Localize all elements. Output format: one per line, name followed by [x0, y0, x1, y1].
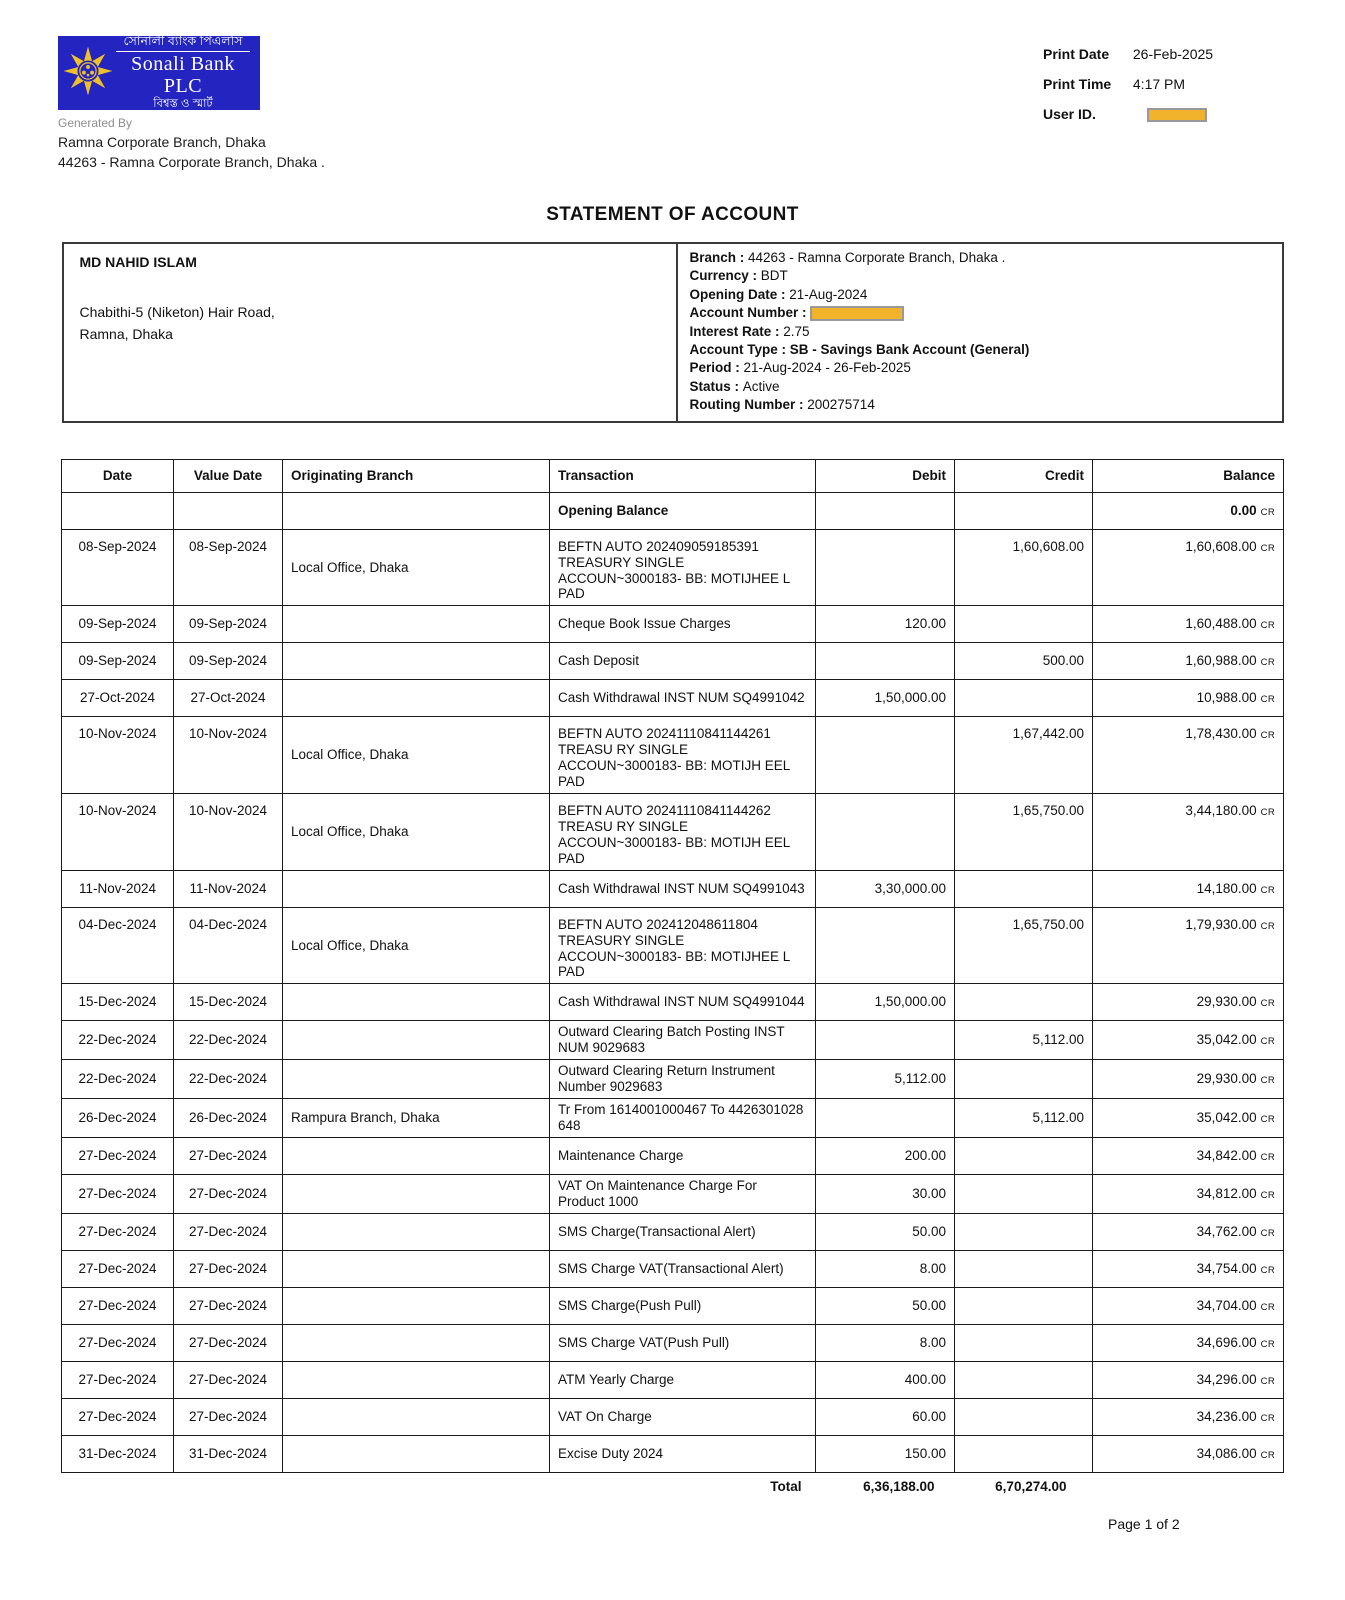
totals-row — [62, 1475, 1284, 1494]
transaction-row — [62, 907, 1284, 984]
account-detail-label: Period : — [689, 360, 744, 376]
account-detail-label: Branch : — [689, 250, 749, 265]
balance-cr-suffix: CR — [1260, 657, 1275, 669]
cell-balance: 1,60,988.00 CR — [1093, 643, 1284, 680]
cell-value-date: 27-Dec-2024 — [174, 1137, 283, 1174]
cell-value-date: 27-Dec-2024 — [174, 1361, 283, 1398]
column-header-debit: Debit — [816, 459, 955, 492]
column-header-credit: Credit — [955, 459, 1093, 492]
cell-date: 10-Nov-2024 — [62, 717, 174, 794]
cell-transaction: Outward Clearing Batch Posting INST NUM 9029683 — [550, 1021, 816, 1060]
logo-bengali-top: সোনালী ব্যাংক পিএলসি — [116, 35, 250, 52]
cell-originating-branch — [283, 1021, 550, 1060]
account-detail-line — [690, 267, 1270, 285]
logo-text-block — [114, 35, 252, 110]
generated-by-label: Generated By — [58, 116, 133, 130]
cell-date: 04-Dec-2024 — [62, 907, 174, 984]
cell-originating-branch — [283, 1398, 550, 1435]
cell-debit: 50.00 — [816, 1287, 955, 1324]
cell-originating-branch — [283, 1361, 550, 1398]
cell-credit — [955, 1060, 1093, 1099]
cell-credit — [955, 1250, 1093, 1287]
cell-originating-branch — [283, 643, 550, 680]
cell-debit: 150.00 — [816, 1435, 955, 1472]
cell-debit: 8.00 — [816, 1324, 955, 1361]
cell-originating-branch: Local Office, Dhaka — [283, 907, 550, 984]
opening-balance-row — [62, 492, 1284, 529]
cell-debit: 60.00 — [816, 1398, 955, 1435]
balance-cr-suffix: CR — [1260, 1301, 1275, 1313]
cell-balance: 29,930.00 CR — [1093, 1060, 1284, 1099]
account-detail-value: Active — [742, 378, 780, 394]
balance-cr-suffix: CR — [1260, 884, 1275, 896]
balance-cr-suffix: CR — [1260, 1151, 1275, 1163]
account-detail-value: 44263 - Ramna Corporate Branch, Dhaka . — [748, 250, 1006, 265]
cell-credit — [955, 492, 1093, 529]
cell-balance: 34,812.00 CR — [1093, 1174, 1284, 1213]
account-detail-line — [690, 323, 1270, 341]
total-label: Total — [770, 1478, 802, 1494]
cell-balance: 34,842.00 CR — [1093, 1137, 1284, 1174]
cell-credit — [955, 1137, 1093, 1174]
account-number-redaction — [810, 306, 904, 321]
balance-cr-suffix: CR — [1260, 620, 1275, 632]
cell-balance: 34,696.00 CR — [1093, 1324, 1284, 1361]
account-detail-line — [690, 286, 1270, 304]
account-detail-label: Routing Number : — [689, 397, 808, 413]
account-detail-line — [690, 378, 1270, 396]
print-time-label: Print Time — [1043, 76, 1112, 92]
balance-cr-suffix: CR — [1260, 730, 1275, 742]
cell-value-date: 27-Dec-2024 — [174, 1398, 283, 1435]
user-id-label: User ID. — [1043, 106, 1096, 122]
print-time-value: 4:17 PM — [1132, 76, 1186, 92]
cell-value-date: 27-Dec-2024 — [174, 1287, 283, 1324]
cell-balance: 34,086.00 CR — [1093, 1435, 1284, 1472]
cell-value-date: 04-Dec-2024 — [174, 907, 283, 984]
cell-balance: 14,180.00 CR — [1093, 870, 1284, 907]
cell-debit — [816, 794, 955, 871]
cell-debit — [816, 717, 955, 794]
transactions-table-body — [62, 492, 1284, 1472]
transaction-row — [62, 1021, 1284, 1060]
cell-date: 09-Sep-2024 — [62, 643, 174, 680]
balance-cr-suffix: CR — [1260, 1227, 1275, 1239]
page-title: STATEMENT OF ACCOUNT — [546, 204, 799, 225]
cell-date: 26-Dec-2024 — [62, 1099, 174, 1138]
cell-credit: 1,65,750.00 — [955, 907, 1093, 984]
account-detail-value: 200275714 — [807, 397, 875, 413]
cell-originating-branch: Rampura Branch, Dhaka — [283, 1099, 550, 1138]
cell-transaction: SMS Charge(Push Pull) — [550, 1287, 816, 1324]
cell-credit: 5,112.00 — [955, 1021, 1093, 1060]
cell-transaction: ATM Yearly Charge — [550, 1361, 816, 1398]
page-number: Page 1 of 2 — [1108, 1516, 1180, 1532]
cell-transaction: Tr From 1614001000467 To 4426301028 648 — [550, 1099, 816, 1138]
cell-transaction: SMS Charge VAT(Transactional Alert) — [550, 1250, 816, 1287]
transaction-row — [62, 1099, 1284, 1138]
account-detail-value: 21-Aug-2024 - 26-Feb-2025 — [743, 360, 911, 376]
cell-date: 27-Dec-2024 — [62, 1174, 174, 1213]
account-detail-line — [690, 304, 1270, 322]
print-date-label: Print Date — [1043, 46, 1110, 62]
transaction-row — [62, 1060, 1284, 1099]
cell-balance: 34,762.00 CR — [1093, 1213, 1284, 1250]
cell-date: 27-Dec-2024 — [62, 1361, 174, 1398]
cell-transaction: BEFTN AUTO 20241110841144262 TREASU RY SINGLE ACCOUN~3000183- BB: MOTIJH EEL PAD — [550, 794, 816, 871]
account-detail-label: Account Type : — [689, 342, 790, 358]
cell-originating-branch — [283, 1137, 550, 1174]
sonali-bank-emblem-icon — [62, 45, 114, 102]
cell-balance: 29,930.00 CR — [1093, 984, 1284, 1021]
cell-transaction: BEFTN AUTO 202409059185391 TREASURY SINGLE ACCOUN~3000183- BB: MOTIJHEE L PAD — [550, 529, 816, 606]
cell-date — [62, 492, 174, 529]
cell-date: 22-Dec-2024 — [62, 1021, 174, 1060]
balance-cr-suffix: CR — [1260, 998, 1275, 1010]
logo-bengali-bottom: বিশ্বস্ত ও স্মার্ট — [153, 98, 213, 111]
sonali-bank-logo — [58, 36, 260, 110]
cell-balance: 34,236.00 CR — [1093, 1398, 1284, 1435]
balance-cr-suffix: CR — [1260, 1114, 1275, 1126]
cell-debit: 200.00 — [816, 1137, 955, 1174]
column-header-value-date: Value Date — [174, 459, 283, 492]
cell-debit — [816, 529, 955, 606]
cell-transaction: Cash Withdrawal INST NUM SQ4991042 — [550, 680, 816, 717]
cell-transaction: VAT On Maintenance Charge For Product 1000 — [550, 1174, 816, 1213]
cell-transaction: SMS Charge VAT(Push Pull) — [550, 1324, 816, 1361]
transaction-row — [62, 870, 1284, 907]
cell-credit: 500.00 — [955, 643, 1093, 680]
cell-transaction: SMS Charge(Transactional Alert) — [550, 1213, 816, 1250]
cell-credit — [955, 1361, 1093, 1398]
cell-originating-branch: Local Office, Dhaka — [283, 717, 550, 794]
transaction-row — [62, 606, 1284, 643]
cell-date: 22-Dec-2024 — [62, 1060, 174, 1099]
cell-balance: 1,60,608.00 CR — [1093, 529, 1284, 606]
cell-originating-branch — [283, 1435, 550, 1472]
cell-date: 31-Dec-2024 — [62, 1435, 174, 1472]
cell-credit — [955, 1287, 1093, 1324]
account-detail-line — [690, 341, 1270, 359]
transaction-row — [62, 794, 1284, 871]
cell-originating-branch — [283, 1250, 550, 1287]
balance-cr-suffix: CR — [1260, 1036, 1275, 1048]
cell-debit: 3,30,000.00 — [816, 870, 955, 907]
cell-value-date: 08-Sep-2024 — [174, 529, 283, 606]
cell-value-date: 09-Sep-2024 — [174, 606, 283, 643]
cell-value-date — [174, 492, 283, 529]
account-detail-value: SB - Savings Bank Account (General) — [789, 342, 1030, 358]
cell-debit — [816, 492, 955, 529]
account-holder-section — [64, 244, 676, 421]
account-detail-label: Opening Date : — [689, 286, 790, 302]
cell-debit: 50.00 — [816, 1213, 955, 1250]
generating-branch-code: 44263 - Ramna Corporate Branch, Dhaka . — [58, 154, 325, 170]
transaction-row — [62, 1324, 1284, 1361]
table-header-row — [62, 459, 1284, 492]
cell-transaction: Cheque Book Issue Charges — [550, 606, 816, 643]
cell-credit — [955, 606, 1093, 643]
cell-debit: 1,50,000.00 — [816, 680, 955, 717]
balance-cr-suffix: CR — [1260, 1338, 1275, 1350]
column-header-transaction: Transaction — [550, 459, 816, 492]
cell-transaction: Maintenance Charge — [550, 1137, 816, 1174]
balance-cr-suffix: CR — [1260, 1412, 1275, 1424]
cell-transaction: Excise Duty 2024 — [550, 1435, 816, 1472]
cell-balance: 0.00 CR — [1093, 492, 1284, 529]
account-detail-line — [690, 249, 1270, 267]
cell-credit — [955, 1435, 1093, 1472]
column-header-balance: Balance — [1093, 459, 1284, 492]
cell-date: 27-Dec-2024 — [62, 1398, 174, 1435]
cell-date: 15-Dec-2024 — [62, 984, 174, 1021]
cell-transaction: BEFTN AUTO 20241110841144261 TREASU RY SINGLE ACCOUN~3000183- BB: MOTIJH EEL PAD — [550, 717, 816, 794]
cell-balance: 35,042.00 CR — [1093, 1099, 1284, 1138]
balance-cr-suffix: CR — [1260, 920, 1275, 932]
balance-cr-suffix: CR — [1260, 542, 1275, 554]
cell-value-date: 22-Dec-2024 — [174, 1021, 283, 1060]
total-credit: 6,70,274.00 — [995, 1478, 1067, 1494]
print-info-block — [1043, 46, 1283, 170]
cell-debit — [816, 1021, 955, 1060]
cell-balance: 1,78,430.00 CR — [1093, 717, 1284, 794]
transaction-row — [62, 1250, 1284, 1287]
account-detail-value: 21-Aug-2024 — [789, 286, 868, 302]
cell-value-date: 27-Oct-2024 — [174, 680, 283, 717]
account-detail-label: Account Number : — [689, 305, 811, 321]
cell-originating-branch: Local Office, Dhaka — [283, 529, 550, 606]
transaction-row — [62, 1174, 1284, 1213]
cell-date: 10-Nov-2024 — [62, 794, 174, 871]
cell-originating-branch — [283, 870, 550, 907]
account-info-box — [62, 242, 1284, 423]
page-header — [0, 0, 1345, 170]
balance-cr-suffix: CR — [1260, 1189, 1275, 1201]
account-detail-line — [690, 359, 1270, 377]
cell-date: 27-Oct-2024 — [62, 680, 174, 717]
cell-value-date: 27-Dec-2024 — [174, 1213, 283, 1250]
transaction-row — [62, 717, 1284, 794]
account-details — [676, 244, 1282, 421]
cell-transaction: Cash Deposit — [550, 643, 816, 680]
balance-cr-suffix: CR — [1260, 506, 1275, 518]
cell-debit: 1,50,000.00 — [816, 984, 955, 1021]
cell-originating-branch — [283, 1174, 550, 1213]
cell-transaction: Cash Withdrawal INST NUM SQ4991044 — [550, 984, 816, 1021]
cell-credit — [955, 1398, 1093, 1435]
cell-originating-branch — [283, 492, 550, 529]
cell-originating-branch — [283, 1324, 550, 1361]
cell-credit — [955, 1174, 1093, 1213]
transaction-row — [62, 529, 1284, 606]
cell-balance: 34,704.00 CR — [1093, 1287, 1284, 1324]
cell-balance: 1,60,488.00 CR — [1093, 606, 1284, 643]
transaction-row — [62, 1213, 1284, 1250]
cell-value-date: 10-Nov-2024 — [174, 794, 283, 871]
cell-value-date: 27-Dec-2024 — [174, 1324, 283, 1361]
cell-transaction: Outward Clearing Return Instrument Number 9029683 — [550, 1060, 816, 1099]
total-balance-spacer — [1093, 1479, 1284, 1494]
transaction-row — [62, 643, 1284, 680]
cell-balance: 10,988.00 CR — [1093, 680, 1284, 717]
cell-value-date: 15-Dec-2024 — [174, 984, 283, 1021]
account-detail-label: Status : — [689, 378, 743, 394]
cell-balance: 34,754.00 CR — [1093, 1250, 1284, 1287]
cell-date: 27-Dec-2024 — [62, 1213, 174, 1250]
print-date-value: 26-Feb-2025 — [1132, 46, 1214, 62]
cell-date: 27-Dec-2024 — [62, 1250, 174, 1287]
address-line-2: Ramna, Dhaka — [79, 325, 173, 342]
account-holder-name: MD NAHID ISLAM — [79, 254, 197, 270]
cell-value-date: 26-Dec-2024 — [174, 1099, 283, 1138]
transaction-row — [62, 1435, 1284, 1472]
transaction-row — [62, 680, 1284, 717]
cell-date: 27-Dec-2024 — [62, 1287, 174, 1324]
cell-transaction: Opening Balance — [550, 492, 816, 529]
cell-debit: 8.00 — [816, 1250, 955, 1287]
cell-balance: 35,042.00 CR — [1093, 1021, 1284, 1060]
account-holder-address — [80, 302, 660, 345]
cell-originating-branch — [283, 606, 550, 643]
account-detail-line — [690, 396, 1270, 414]
cell-transaction: VAT On Charge — [550, 1398, 816, 1435]
cell-originating-branch — [283, 1213, 550, 1250]
cell-balance: 34,296.00 CR — [1093, 1361, 1284, 1398]
total-debit: 6,36,188.00 — [863, 1478, 935, 1494]
cell-debit — [816, 1099, 955, 1138]
transaction-row — [62, 1398, 1284, 1435]
cell-credit: 5,112.00 — [955, 1099, 1093, 1138]
cell-debit: 120.00 — [816, 606, 955, 643]
balance-cr-suffix: CR — [1260, 807, 1275, 819]
cell-debit — [816, 907, 955, 984]
cell-balance: 1,79,930.00 CR — [1093, 907, 1284, 984]
account-detail-label: Currency : — [689, 268, 761, 284]
cell-originating-branch: Local Office, Dhaka — [283, 794, 550, 871]
balance-cr-suffix: CR — [1260, 1449, 1275, 1461]
cell-date: 11-Nov-2024 — [62, 870, 174, 907]
cell-originating-branch — [283, 1060, 550, 1099]
cell-transaction: Cash Withdrawal INST NUM SQ4991043 — [550, 870, 816, 907]
cell-credit: 1,67,442.00 — [955, 717, 1093, 794]
column-header-originating-branch: Originating Branch — [283, 459, 550, 492]
account-detail-label: Interest Rate : — [689, 323, 784, 339]
cell-value-date: 11-Nov-2024 — [174, 870, 283, 907]
balance-cr-suffix: CR — [1260, 1375, 1275, 1387]
cell-date: 08-Sep-2024 — [62, 529, 174, 606]
column-header-date: Date — [62, 459, 174, 492]
cell-credit — [955, 680, 1093, 717]
balance-cr-suffix: CR — [1260, 1264, 1275, 1276]
cell-credit: 1,65,750.00 — [955, 794, 1093, 871]
cell-balance: 3,44,180.00 CR — [1093, 794, 1284, 871]
cell-debit — [816, 643, 955, 680]
cell-debit: 5,112.00 — [816, 1060, 955, 1099]
transaction-row — [62, 984, 1284, 1021]
print-date-row — [1043, 46, 1283, 62]
cell-debit: 30.00 — [816, 1174, 955, 1213]
account-detail-value: 2.75 — [783, 323, 810, 339]
cell-value-date: 22-Dec-2024 — [174, 1060, 283, 1099]
cell-value-date: 27-Dec-2024 — [174, 1250, 283, 1287]
address-line-1: Chabithi-5 (Niketon) Hair Road, — [79, 304, 275, 320]
cell-value-date: 09-Sep-2024 — [174, 643, 283, 680]
account-detail-value: BDT — [760, 268, 788, 284]
cell-value-date: 10-Nov-2024 — [174, 717, 283, 794]
bank-identity-block — [58, 36, 325, 170]
cell-credit — [955, 870, 1093, 907]
cell-originating-branch — [283, 984, 550, 1021]
cell-transaction: BEFTN AUTO 202412048611804 TREASURY SINGLE ACCOUN~3000183- BB: MOTIJHEE L PAD — [550, 907, 816, 984]
cell-date: 27-Dec-2024 — [62, 1137, 174, 1174]
balance-cr-suffix: CR — [1260, 694, 1275, 706]
transaction-row — [62, 1137, 1284, 1174]
cell-value-date: 31-Dec-2024 — [174, 1435, 283, 1472]
cell-value-date: 27-Dec-2024 — [174, 1174, 283, 1213]
cell-credit: 1,60,608.00 — [955, 529, 1093, 606]
transaction-row — [62, 1287, 1284, 1324]
cell-credit — [955, 1324, 1093, 1361]
logo-bank-name: Sonali Bank PLC — [131, 53, 235, 98]
cell-credit — [955, 984, 1093, 1021]
transactions-table — [61, 459, 1284, 1473]
cell-date: 09-Sep-2024 — [62, 606, 174, 643]
balance-cr-suffix: CR — [1260, 1075, 1275, 1087]
cell-credit — [955, 1213, 1093, 1250]
cell-originating-branch — [283, 1287, 550, 1324]
cell-originating-branch — [283, 680, 550, 717]
user-id-redaction — [1147, 108, 1207, 122]
print-time-row — [1043, 76, 1283, 92]
generating-branch-name: Ramna Corporate Branch, Dhaka — [58, 134, 266, 150]
user-id-row — [1043, 106, 1283, 122]
cell-date: 27-Dec-2024 — [62, 1324, 174, 1361]
cell-debit: 400.00 — [816, 1361, 955, 1398]
transaction-row — [62, 1361, 1284, 1398]
